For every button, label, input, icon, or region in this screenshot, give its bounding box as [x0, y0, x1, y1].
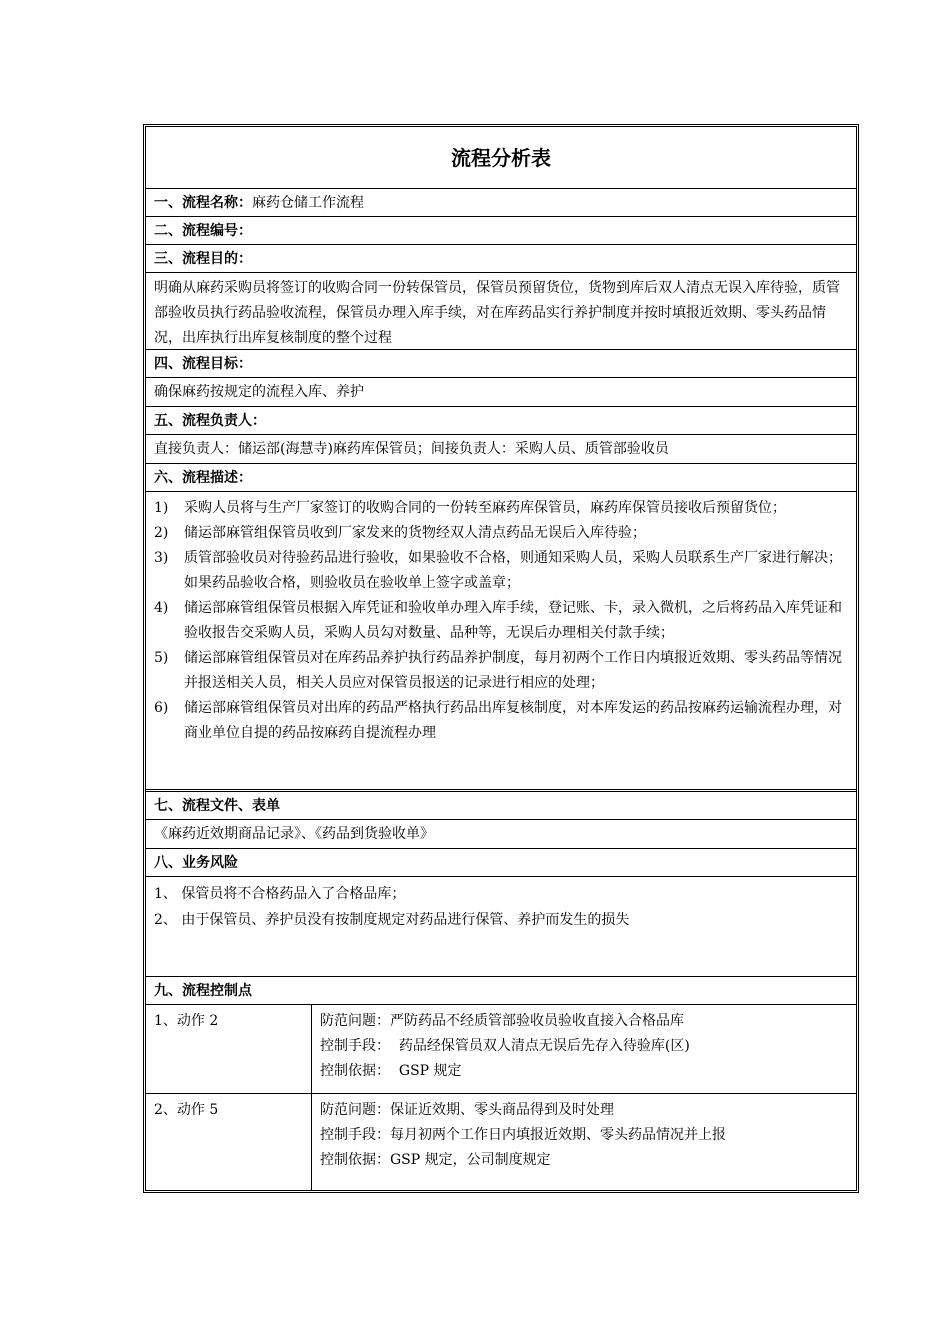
section-owner-label: 五、流程负责人：: [154, 413, 266, 429]
list-item: [154, 496, 848, 521]
section-name: [146, 189, 856, 217]
section-owner-header: [146, 407, 856, 435]
list-item: [154, 696, 848, 746]
control-action: 2、动作 5: [146, 1094, 312, 1190]
list-item-number: 2): [154, 525, 169, 541]
section-controls-label: 九、流程控制点: [154, 983, 252, 999]
section-number-label: 二、流程编号：: [154, 223, 252, 239]
list-item-number: 5): [154, 650, 169, 666]
list-item-text: 储运部麻管组保管员收到厂家发来的货物经双人清点药品无误后入库待验；: [184, 525, 646, 541]
section-risks-label: 八、业务风险: [154, 855, 238, 871]
list-item-number: 3): [154, 550, 169, 566]
list-item-text: 储运部麻管组保管员对在库药品养护执行药品养护制度，每月初两个工作日内填报近效期、零头药品等情况并报送相关人员，相关人员应对保管员报送的记录进行相应的处理；: [184, 650, 842, 691]
list-item-text: 质管部验收员对待验药品进行验收，如果验收不合格，则通知采购人员，采购人员联系生产厂家进行解决；如果药品验收合格，则验收员在验收单上签字或盖章；: [184, 550, 842, 591]
section-purpose-text: 明确从麻药采购员将签订的收购合同一份转保管员，保管员预留货位，货物到库后双人清点无误入库待验，质管部验收员执行药品验收流程，保管员办理入库手续，对在库药品实行养护制度并按时填报近效期、零头药品情况，出库执行出库复核制度的整个过程: [146, 273, 856, 350]
list-item-number: 4): [154, 600, 169, 616]
control-means: 控制手段： 药品经保管员双人清点无误后先存入待验库(区): [320, 1038, 690, 1054]
list-item: 2、 由于保管员、养护员没有按制度规定对药品进行保管、养护而发生的损失: [154, 912, 630, 928]
section-goal-label: 四、流程目标：: [154, 356, 252, 372]
section-documents-text: 《麻药近效期商品记录》、《药品到货验收单》: [146, 820, 856, 849]
control-basis: 控制依据： GSP 规定: [320, 1063, 462, 1079]
control-means: 控制手段：每月初两个工作日内填报近效期、零头药品情况并上报: [320, 1127, 726, 1143]
list-item: [154, 546, 848, 596]
process-analysis-table: [143, 124, 859, 1193]
control-details: [312, 1005, 856, 1093]
list-item: [154, 596, 848, 646]
section-goal-text: 确保麻药按规定的流程入库、养护: [146, 378, 856, 407]
control-point-row: [146, 1005, 856, 1094]
list-item-text: 储运部麻管组保管员对出库的药品严格执行药品出库复核制度，对本库发运的药品按麻药运输流程办理，对商业单位自提的药品按麻药自提流程办理: [184, 700, 842, 741]
list-item: 1、 保管员将不合格药品入了合格品库；: [154, 886, 406, 902]
section-description-label: 六、流程描述：: [154, 470, 252, 486]
section-controls-header: [146, 977, 856, 1005]
section-goal-header: [146, 350, 856, 378]
section-risks-header: [146, 849, 856, 877]
list-item-number: 1): [154, 500, 169, 516]
control-details: [312, 1094, 856, 1190]
table-title: 流程分析表: [146, 127, 856, 189]
section-documents-header: [146, 792, 856, 820]
list-item-number: 6): [154, 700, 169, 716]
list-item-text: 储运部麻管组保管员根据入库凭证和验收单办理入库手续，登记账、卡，录入微机，之后将药品入库凭证和验收报告交采购人员，采购人员勾对数量、品种等，无误后办理相关付款手续；: [184, 600, 842, 641]
control-issue: 防范问题：保证近效期、零头商品得到及时处理: [320, 1102, 614, 1118]
section-owner-text: 直接负责人：储运部(海慧寺)麻药库保管员；间接负责人：采购人员、质管部验收员: [146, 435, 856, 464]
section-description-header: [146, 464, 856, 492]
control-action: 1、动作 2: [146, 1005, 312, 1093]
control-basis: 控制依据：GSP 规定，公司制度规定: [320, 1152, 551, 1168]
section-description-list: [146, 492, 856, 792]
list-item-text: 采购人员将与生产厂家签订的收购合同的一份转至麻药库保管员，麻药库保管员接收后预留货位；: [184, 500, 786, 516]
control-issue: 防范问题：严防药品不经质管部验收员验收直接入合格品库: [320, 1013, 684, 1029]
section-purpose-header: [146, 245, 856, 273]
section-risks-list: [146, 877, 856, 977]
section-name-label: 一、流程名称：: [154, 195, 252, 211]
section-documents-label: 七、流程文件、表单: [154, 798, 280, 814]
control-point-row: [146, 1094, 856, 1190]
section-name-value: 麻药仓储工作流程: [252, 195, 364, 211]
section-number: [146, 217, 856, 245]
section-purpose-label: 三、流程目的：: [154, 251, 252, 267]
list-item: [154, 646, 848, 696]
list-item: [154, 521, 848, 546]
